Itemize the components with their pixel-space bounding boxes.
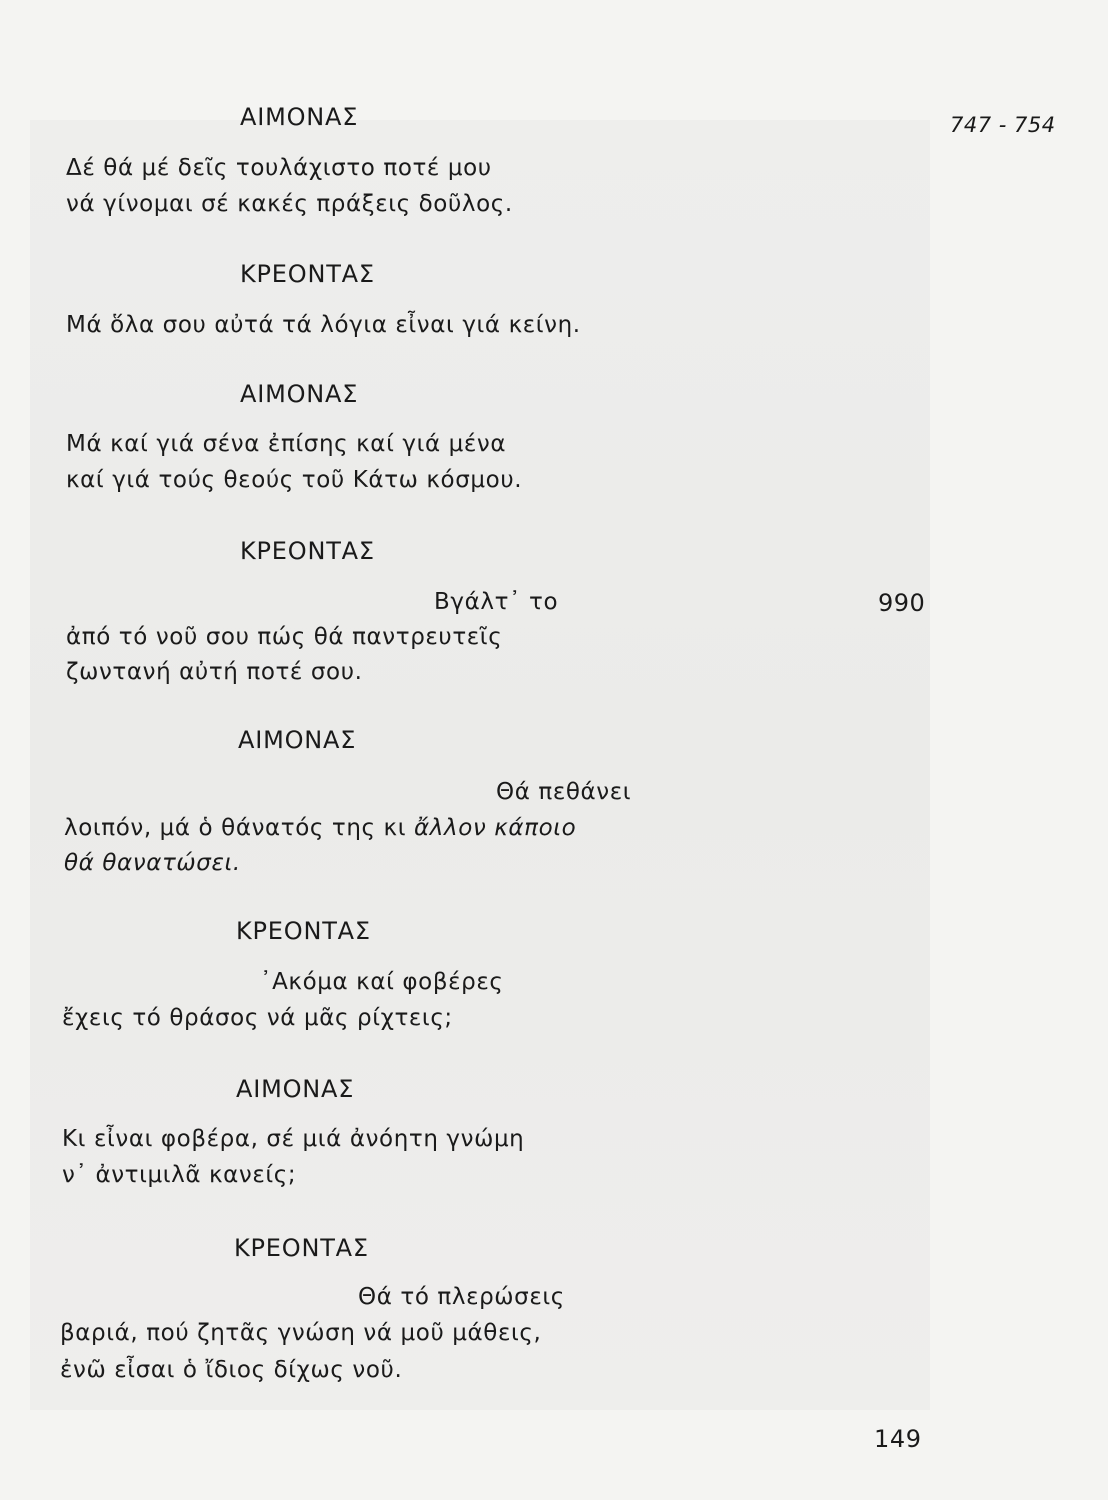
speaker-name: ΑΙΜΟΝΑΣ	[238, 726, 357, 754]
verse-line: Κι εἶναι φοβέρα, σέ μιά ἀνόητη γνώμη	[62, 1126, 525, 1152]
verse-line: ζωντανή αὐτή ποτέ σου.	[66, 659, 363, 685]
verse-line: Δέ θά μέ δεῖς τουλάχιστο ποτέ μου	[66, 155, 492, 181]
verse-line: ἔχεις τό θράσος νά μᾶς ρίχτεις;	[62, 1005, 453, 1031]
verse-line: Θά πεθάνει	[496, 779, 632, 805]
verse-line: Βγάλτ᾽ το	[434, 589, 559, 615]
verse-line-italic: θά θανατώσει.	[64, 850, 241, 876]
speaker-name: ΚΡΕΟΝΤΑΣ	[240, 537, 375, 565]
verse-line: νά γίνομαι σέ κακές πράξεις δοῦλος.	[66, 191, 513, 217]
page-number: 149	[874, 1425, 922, 1453]
verse-line: Θά τό πλερώσεις	[358, 1284, 565, 1310]
verse-line: ᾽Ακόμα καί φοβέρες	[260, 969, 504, 995]
verse-line	[64, 815, 576, 841]
line-number: 990	[878, 589, 926, 617]
speaker-name: ΚΡΕΟΝΤΑΣ	[240, 260, 375, 288]
verse-reference: 747 - 754	[950, 113, 1056, 137]
speaker-name: ΚΡΕΟΝΤΑΣ	[234, 1234, 369, 1262]
speaker-name: ΑΙΜΟΝΑΣ	[236, 1075, 355, 1103]
verse-line: Μά καί γιά σένα ἐπίσης καί γιά μένα	[66, 431, 507, 457]
verse-line: ἀπό τό νοῦ σου πώς θά παντρευτεῖς	[66, 624, 503, 650]
verse-line: ν᾽ ἀντιμιλᾶ κανείς;	[62, 1162, 297, 1188]
verse-line: Μά ὅλα σου αὐτά τά λόγια εἶναι γιά κείνη.	[66, 312, 581, 338]
italic-phrase: ἄλλον κάποιο	[414, 815, 577, 841]
speaker-name: ΚΡΕΟΝΤΑΣ	[236, 917, 371, 945]
verse-line: βαριά, πού ζητᾶς γνώση νά μοῦ μάθεις,	[60, 1320, 542, 1346]
speaker-name: ΑΙΜΟΝΑΣ	[240, 103, 359, 131]
verse-line-part: λοιπόν, μά ὁ θάνατός της κι	[64, 815, 407, 841]
speaker-name: ΑΙΜΟΝΑΣ	[240, 380, 359, 408]
verse-line: ἐνῶ εἶσαι ὁ ἴδιος δίχως νοῦ.	[60, 1357, 403, 1383]
verse-line: καί γιά τούς θεούς τοῦ Κάτω κόσμου.	[66, 467, 523, 493]
